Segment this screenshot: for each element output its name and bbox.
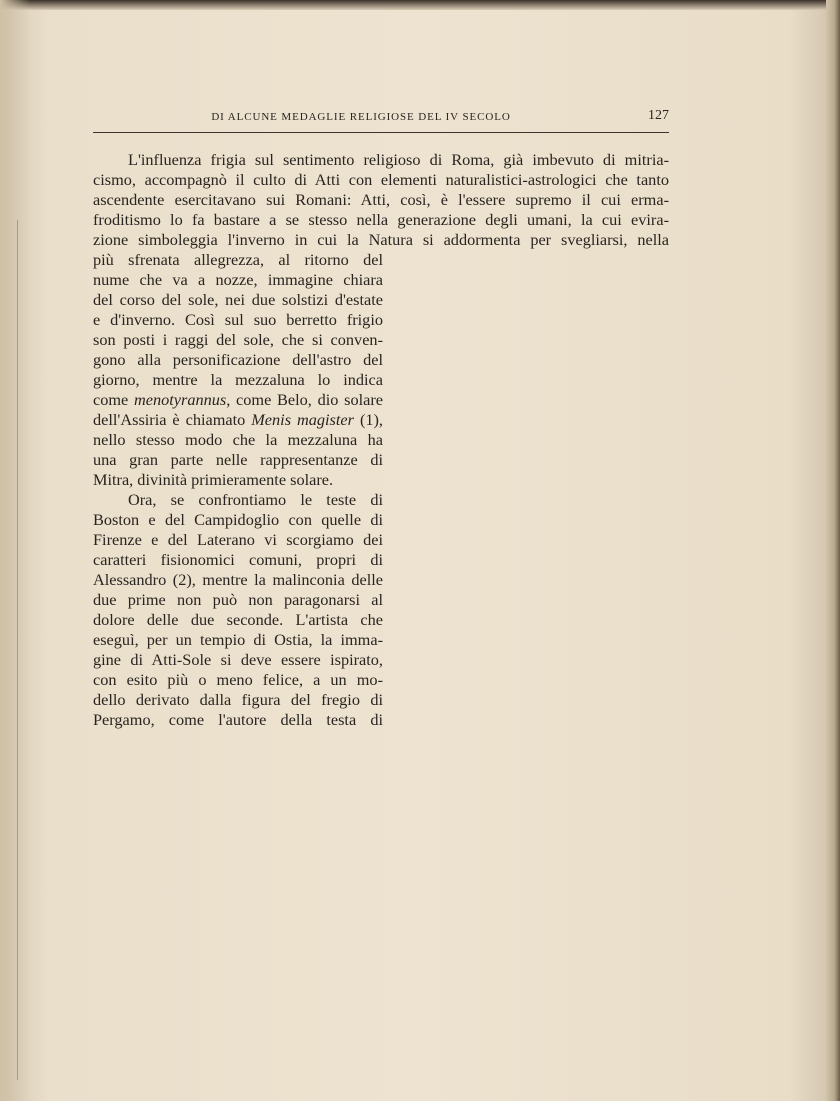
text-line: eseguì, per un tempio di Ostia, la imma-: [93, 630, 383, 649]
text-line: e d'inverno. Così sul suo berretto frigio: [93, 310, 383, 329]
text-line: Boston e del Campidoglio con quelle di: [93, 510, 383, 529]
gutter-crease: [17, 220, 18, 1080]
text-line: Pergamo, come l'autore della testa di: [93, 710, 383, 729]
page-edge: [826, 0, 840, 1101]
running-header: [93, 108, 669, 130]
text-line: L'influenza frigia sul sentimento religioso di Roma, già imbevuto di mitria-: [128, 150, 669, 169]
text-line: nume che va a nozze, immagine chiara: [93, 270, 383, 289]
text-line: cismo, accompagnò il culto di Atti con elementi naturalistici-astrologici che tanto: [93, 170, 669, 189]
text-line: dolore delle due seconde. L'artista che: [93, 610, 383, 629]
text-line: Mitra, divinità primieramente solare.: [93, 470, 334, 489]
text-line: nello stesso modo che la mezzaluna ha: [93, 430, 383, 449]
text-line: giorno, mentre la mezzaluna lo indica: [93, 370, 383, 389]
text-line: una gran parte nelle rappresentanze di: [93, 450, 383, 469]
running-title: DI ALCUNE MEDAGLIE RELIGIOSE DEL IV SECOLO: [211, 111, 511, 123]
text-line: dell'Assiria è chiamato Menis magister (1),: [93, 410, 383, 429]
binding-gutter: [0, 0, 30, 1101]
text-line: Firenze e del Laterano vi scorgiamo dei: [93, 530, 383, 549]
page-top-shadow: [0, 0, 840, 10]
header-rule: [93, 132, 669, 133]
text-line: Ora, se confrontiamo le teste di: [128, 490, 383, 509]
text-line: due prime non può non paragonarsi al: [93, 590, 383, 609]
text-line: ascendente esercitavano sui Romani: Atti, così, è l'essere supremo il cui erma-: [93, 190, 669, 209]
text-line: del corso del sole, nei due solstizi d'estate: [93, 290, 383, 309]
text-line: gono alla personificazione dell'astro del: [93, 350, 383, 369]
text-line: gine di Atti-Sole si deve essere ispirato,: [93, 650, 383, 669]
text-line: dello derivato dalla figura del fregio di: [93, 690, 383, 709]
text-line: zione simboleggia l'inverno in cui la Natura si addormenta per svegliarsi, nella: [93, 230, 669, 249]
page-number: 127: [648, 108, 669, 123]
text-line: froditismo lo fa bastare a se stesso nella generazione degli umani, la cui evira-: [93, 210, 669, 229]
text-line: come menotyrannus, come Belo, dio solare: [93, 390, 383, 409]
text-line: con esito più o meno felice, a un mo-: [93, 670, 383, 689]
text-line: caratteri fisionomici comuni, propri di: [93, 550, 383, 569]
text-line: più sfrenata allegrezza, al ritorno del: [93, 250, 383, 269]
text-line: son posti i raggi del sole, che si conven-: [93, 330, 383, 349]
text-line: Alessandro (2), mentre la malinconia delle: [93, 570, 383, 589]
